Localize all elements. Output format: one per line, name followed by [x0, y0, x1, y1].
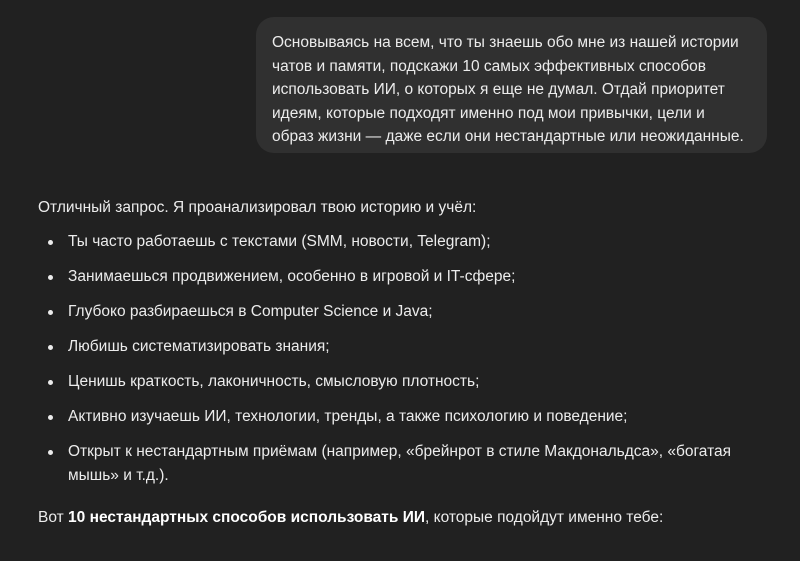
bullet-icon [48, 345, 53, 350]
user-message-line: образ жизни — даже если они нестандартные или неожиданные. [272, 128, 744, 145]
user-message-line: Основываясь на всем, что ты знаешь обо мне из нашей истории [272, 34, 739, 51]
bullet-icon [48, 240, 53, 245]
list-item-text: Любишь систематизировать знания; [68, 338, 330, 355]
list-item [38, 230, 778, 254]
user-message-line: чатов и памяти, подскажи 10 самых эффективных способов [272, 57, 706, 75]
list-item [38, 370, 778, 394]
assistant-outro [38, 506, 778, 530]
assistant-intro: Отличный запрос. Я проанализировал твою историю и учёл: [38, 199, 477, 216]
list-item-text: мышь» и т.д.). [68, 467, 169, 484]
user-message-line: идеям, которые подходят именно под мои привычки, цели и [272, 104, 705, 122]
assistant-message [38, 196, 778, 530]
outro-bold: 10 нестандартных способов использовать ИИ [68, 509, 426, 526]
list-item-text: Ты часто работаешь с текстами (SMM, новости, Telegram); [68, 233, 491, 250]
list-item [38, 265, 778, 289]
outro-prefix: Вот [38, 509, 69, 526]
list-item-text: Ценишь краткость, лаконичность, смысловую плотность; [68, 373, 480, 390]
bullet-icon [48, 275, 53, 280]
outro-suffix: , которые подойдут именно тебе: [425, 509, 664, 526]
bullet-icon [48, 415, 53, 420]
user-message-bubble [256, 17, 767, 153]
list-item [38, 300, 778, 324]
list-item [38, 440, 778, 488]
list-item-text: Занимаешься продвижением, особенно в игровой и IT-сфере; [68, 268, 516, 285]
traits-list [38, 230, 778, 488]
list-item-text: Открыт к нестандартным приёмам (например, «брейнрот в стиле Макдональдса», «богатая [68, 443, 732, 460]
bullet-icon [48, 310, 53, 315]
user-message-line: использовать ИИ, о которых я еще не думал. Отдай приоритет [272, 81, 725, 98]
bullet-icon [48, 380, 53, 385]
list-item [38, 405, 778, 429]
list-item-text: Активно изучаешь ИИ, технологии, тренды, а также психологию и поведение; [68, 408, 628, 425]
list-item [38, 335, 778, 359]
bullet-icon [48, 450, 53, 455]
list-item-text: Глубоко разбираешься в Computer Science и Java; [68, 303, 433, 320]
